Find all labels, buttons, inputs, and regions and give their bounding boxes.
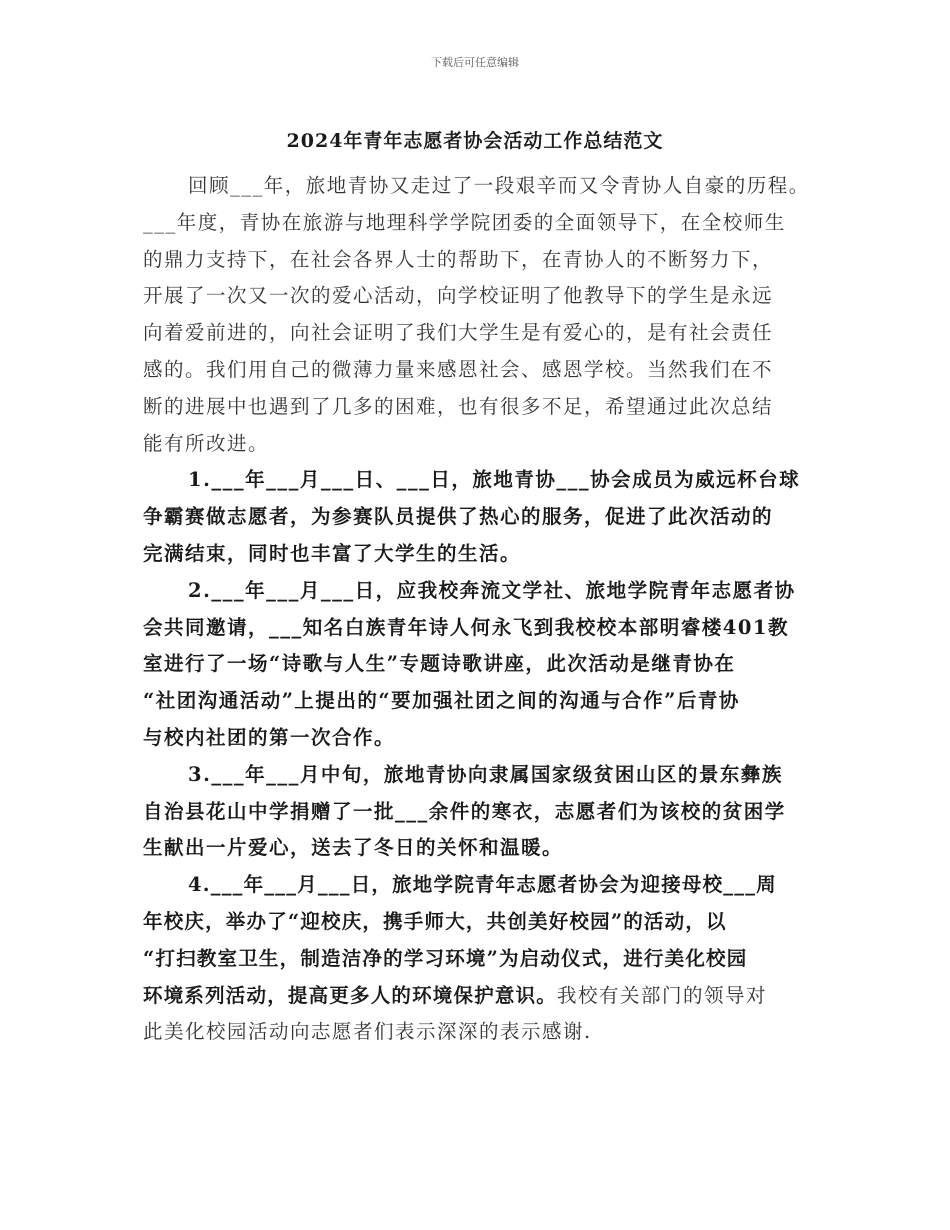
text-line: 完满结束，同时也丰富了大学生的生活。 [143,541,522,565]
text-line: 的鼎力支持下，在社会各界人士的帮助下，在青协人的不断努力下， [143,247,774,271]
paragraph-item-2 [143,573,823,757]
paragraph-intro [143,168,823,462]
document-body [143,168,823,1051]
text-line: 3.___年___月中旬，旅地青协向隶属国家级贫困山区的景东彝族 [188,762,783,786]
header-note: 下载后可任意编辑 [431,56,519,69]
text-segment-bold: 环境系列活动，提高更多人的环境保护意识。 [143,983,558,1007]
text-line: 断的进展中也遇到了几多的困难，也有很多不足，希望通过此次总结 [143,394,774,418]
paragraph-item-1 [143,462,823,572]
text-line: “打扫教室卫生，制造洁净的学习环境”为启动仪式，进行美化校园 [143,946,748,970]
text-line: 会共同邀请，___知名白族青年诗人何永飞到我校校本部明睿楼401教 [143,615,789,639]
text-line: 生献出一片爱心，送去了冬日的关怀和温暖。 [143,836,564,860]
text-line: 室进行了一场“诗歌与人生”专题诗歌讲座，此次活动是继青协在 [143,652,736,676]
text-line: 开展了一次又一次的爱心活动，向学校证明了他教导下的学生是永远 [143,284,774,308]
text-line [143,978,823,1015]
text-line: 年校庆，举办了“迎校庆，携手师大，共创美好校园”的活动，以 [143,909,727,933]
text-line: 自治县花山中学捐赠了一批___余件的寒衣，志愿者们为该校的贫困学 [143,799,786,823]
text-line: “社团沟通活动”上提出的“要加强社团之间的沟通与合作”后青协 [143,689,740,713]
text-segment-normal: 我校有关部门的领导对 [557,983,768,1007]
text-line: 1.___年___月___日、___日，旅地青协___协会成员为威远杯台球 [188,468,801,492]
text-line: 能有所改进。 [143,431,270,455]
text-line: 向着爱前进的，向社会证明了我们大学生是有爱心的，是有社会责任 [143,321,774,345]
text-line: 回顾___年，旅地青协又走过了一段艰辛而又令青协人自豪的历程。 [188,174,810,197]
paragraph-item-4 [143,867,823,1051]
text-line: 争霸赛做志愿者，为参赛队员提供了热心的服务，促进了此次活动的 [143,505,774,529]
text-line: 4.___年___月___日，旅地学院青年志愿者协会为迎接母校___周 [188,873,777,897]
document-title: 2024年青年志愿者协会活动工作总结范文 [286,130,664,152]
text-line: ___年度，青协在旅游与地理科学学院团委的全面领导下，在全校师生 [143,210,786,234]
text-line: 与校内社团的第一次合作。 [143,725,396,749]
paragraph-item-3 [143,757,823,867]
text-line: 感的。我们用自己的微薄力量来感恩社会、感恩学校。当然我们在不 [143,357,774,381]
text-line: 2.___年___月___日，应我校奔流文学社、旅地学院青年志愿者协 [188,578,796,602]
text-line: 此美化校园活动向志愿者们表示深深的表示感谢. [143,1020,592,1044]
